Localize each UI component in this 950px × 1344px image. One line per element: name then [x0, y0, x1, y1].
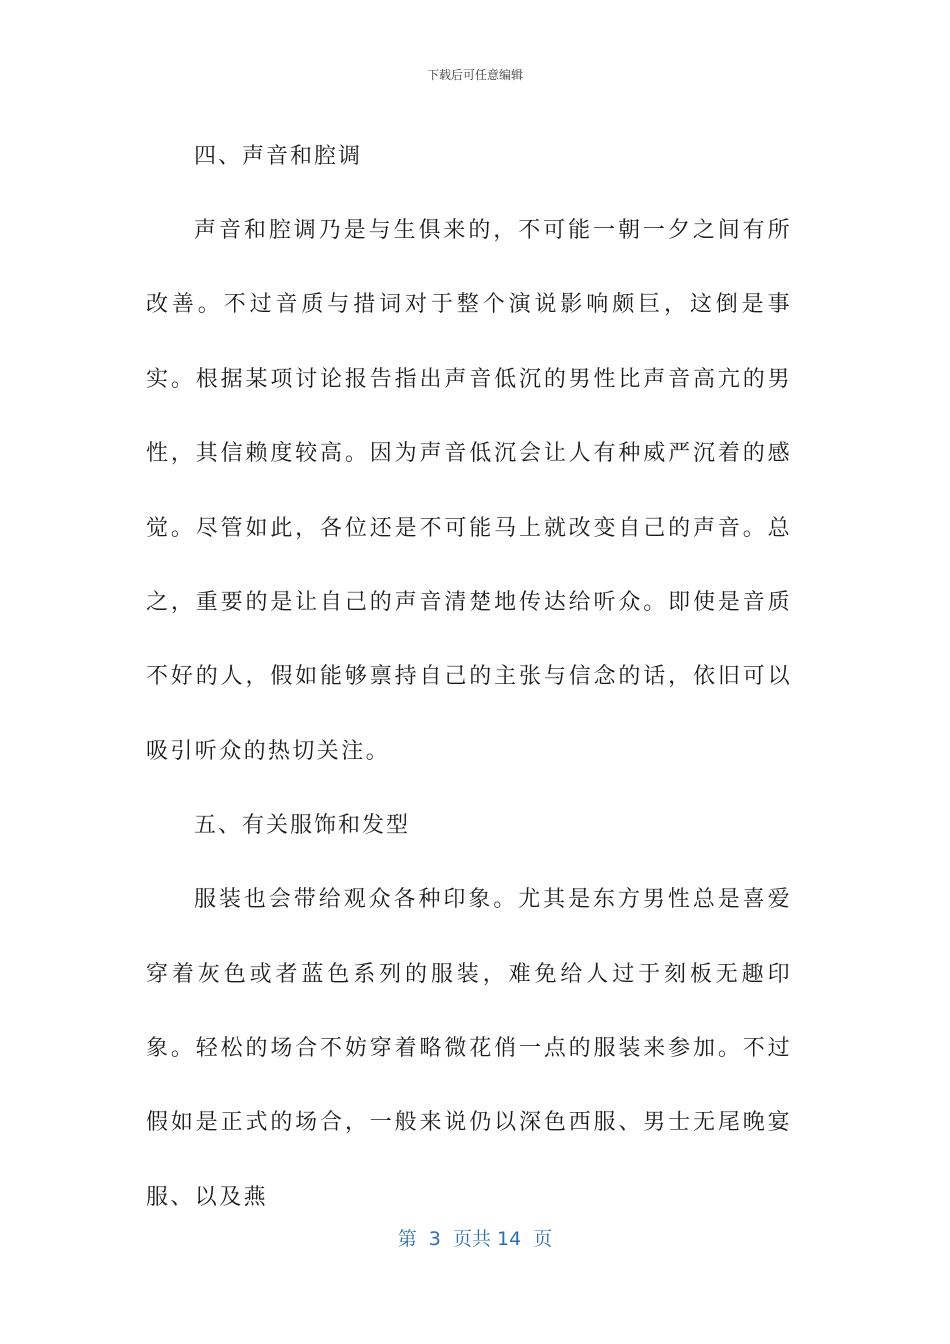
document-body	[146, 120, 792, 1235]
section-heading-clothing: 五、有关服饰和发型	[194, 813, 411, 839]
page-number-footer: 第 3 页共 14 页	[397, 1228, 553, 1250]
section-paragraph-voice: 声音和腔调乃是与生俱来的，不可能一朝一夕之间有所改善。不过音质与措词对于整个演说影响颇巨，这倒是事实。根据某项讨论报告指出声音低沉的男性比声音高亢的男性，其信赖度较高。因为声音低沉会让人有种威严沉着的感觉。尽管如此，各位还是不可能马上就改变自己的声音。总之，重要的是让自己的声音清楚地传达给听众。即使是音质不好的人，假如能够禀持自己的主张与信念的话，依旧可以吸引听众的热切关注。	[146, 218, 792, 764]
section-heading-voice: 四、声音和腔调	[194, 144, 363, 169]
section-paragraph-clothing: 服装也会带给观众各种印象。尤其是东方男性总是喜爱穿着灰色或者蓝色系列的服装，难免给人过于刻板无趣印象。轻松的场合不妨穿着略微花俏一点的服装来参加。不过假如是正式的场合，一般来说仍以深色西服、男士无尾晚宴服、以及燕	[146, 887, 792, 1210]
header-note: 下载后可任意编辑	[426, 68, 523, 82]
